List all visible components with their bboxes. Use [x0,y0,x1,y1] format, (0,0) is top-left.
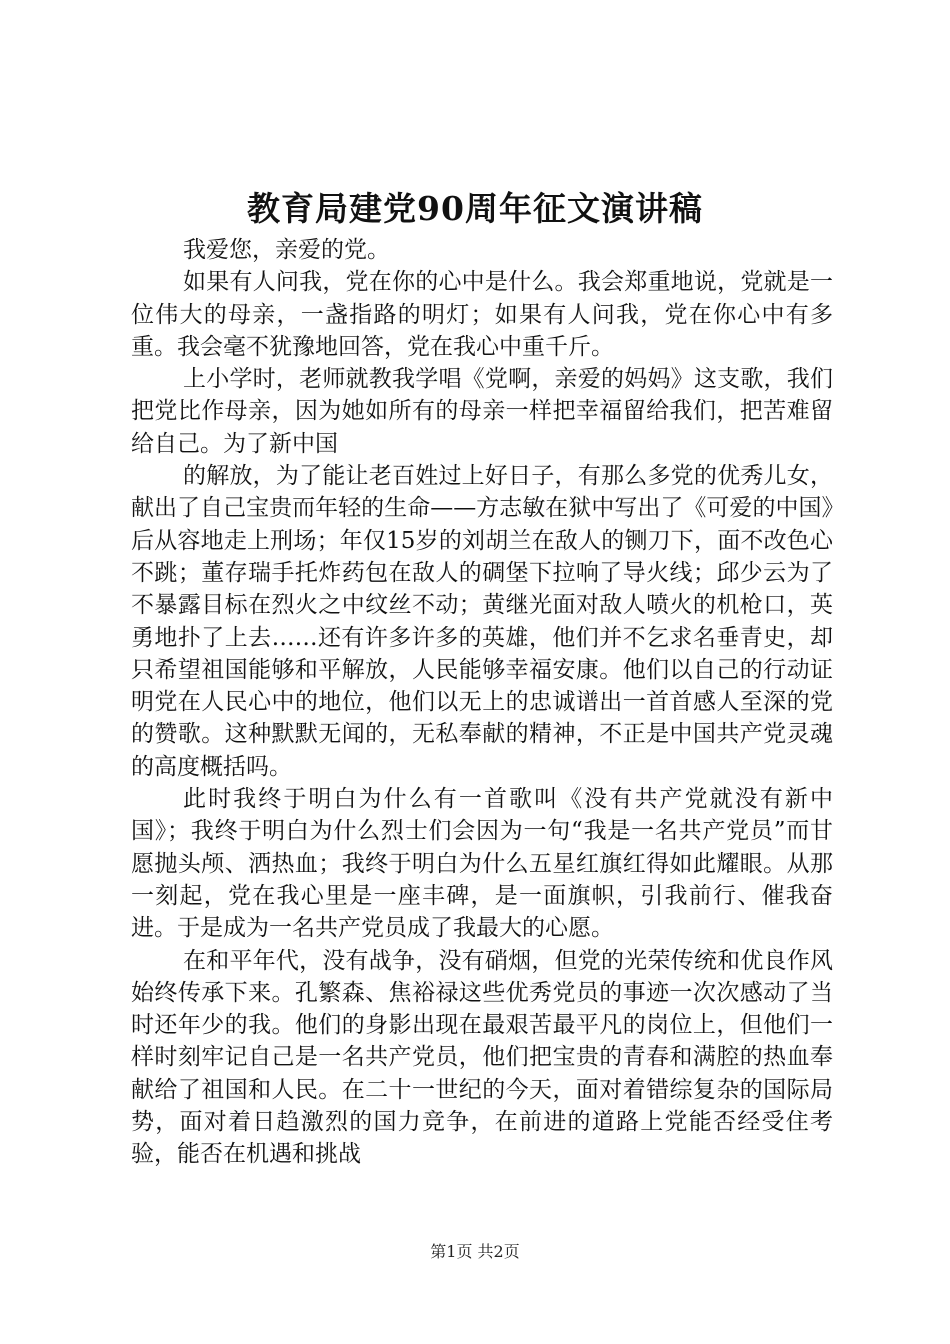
paragraph: 如果有人问我，党在你的心中是什么。我会郑重地说，党就是一位伟大的母亲，一盏指路的明灯；如果有人问我，党在你心中有多重。我会毫不犹豫地回答，党在我心中重千斤。 [131,269,833,360]
document-title: 教育局建党90周年征文演讲稿 [247,189,703,228]
document-body [131,234,833,1171]
paragraph: 在和平年代，没有战争，没有硝烟，但党的光荣传统和优良作风始终传承下来。孔繁森、焦裕禄这些优秀党员的事迹一次次感动了当时还年少的我。他们的身影出现在最艰苦最平凡的岗位上，但他们一样时刻牢记自己是一名共产党员，他们把宝贵的青春和满腔的热血奉献给了祖国和人民。在二十一世纪的今天，面对着错综复杂的国际局势，面对着日趋激烈的国力竞争，在前进的道路上党能否经受住考验，能否在机遇和挑战 [131,947,833,1168]
paragraph: 上小学时，老师就教我学唱《党啊，亲爱的妈妈》这支歌，我们把党比作母亲，因为她如所有的母亲一样把幸福留给我们，把苦难留给自己。为了新中国 [131,366,833,457]
page-number-footer: 第1页 共2页 [430,1242,520,1261]
paragraph: 我爱您，亲爱的党。 [183,237,390,263]
paragraph: 的解放，为了能让老百姓过上好日子，有那么多党的优秀儿女，献出了自己宝贵而年轻的生命——方志敏在狱中写出了《可爱的中国》后从容地走上刑场；年仅15岁的刘胡兰在敌人的铡刀下，面不改色心不跳；董存瑞手托炸药包在敌人的碉堡下拉响了导火线；邱少云为了不暴露目标在烈火之中纹丝不动；黄继光面对敌人喷火的机枪口，英勇地扑了上去……还有许多许多的英雄，他们并不乞求名垂青史，却只希望祖国能够和平解放，人民能够幸福安康。他们以自己的行动证明党在人民心中的地位，他们以无上的忠诚谱出一首首感人至深的党的赞歌。这种默默无闻的，无私奉献的精神，不正是中国共产党灵魂的高度概括吗。 [131,463,833,780]
paragraph: 此时我终于明白为什么有一首歌叫《没有共产党就没有新中国》；我终于明白为什么烈士们会因为一句“我是一名共产党员”而甘愿抛头颅、洒热血；我终于明白为什么五星红旗红得如此耀眼。从那一刻起，党在我心里是一座丰碑，是一面旗帜，引我前行、催我奋进。于是成为一名共产党员成了我最大的心愿。 [131,786,833,942]
